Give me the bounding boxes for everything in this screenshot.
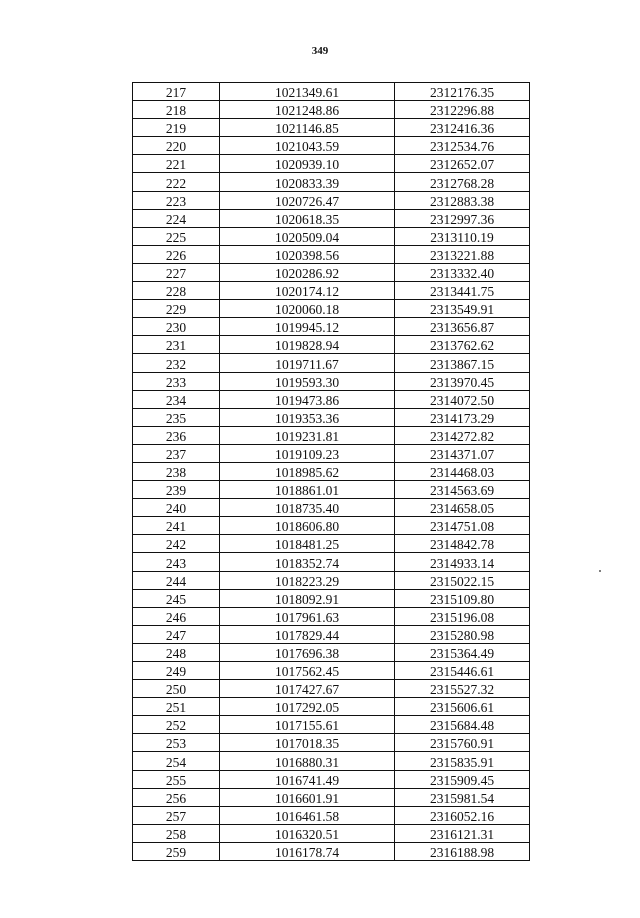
point-number-cell: 223	[133, 191, 220, 209]
point-number-cell: 255	[133, 770, 220, 788]
x-coordinate-cell: 1020509.04	[220, 227, 395, 245]
y-coordinate-cell: 2312176.35	[395, 83, 530, 101]
x-coordinate-cell: 1016461.58	[220, 806, 395, 824]
x-coordinate-cell: 1020939.10	[220, 155, 395, 173]
x-coordinate-cell: 1019593.30	[220, 372, 395, 390]
point-number-cell: 249	[133, 662, 220, 680]
x-coordinate-cell: 1021349.61	[220, 83, 395, 101]
table-row	[133, 698, 530, 716]
y-coordinate-cell: 2313762.62	[395, 336, 530, 354]
point-number-cell: 239	[133, 481, 220, 499]
point-number-cell: 242	[133, 535, 220, 553]
x-coordinate-cell: 1020726.47	[220, 191, 395, 209]
point-number-cell: 233	[133, 372, 220, 390]
table-row	[133, 716, 530, 734]
y-coordinate-cell: 2314842.78	[395, 535, 530, 553]
x-coordinate-cell: 1021248.86	[220, 101, 395, 119]
point-number-cell: 226	[133, 245, 220, 263]
table-row	[133, 824, 530, 842]
table-row	[133, 119, 530, 137]
table-row	[133, 643, 530, 661]
point-number-cell: 259	[133, 842, 220, 860]
y-coordinate-cell: 2314563.69	[395, 481, 530, 499]
y-coordinate-cell: 2314371.07	[395, 444, 530, 462]
point-number-cell: 243	[133, 553, 220, 571]
table-row	[133, 372, 530, 390]
point-number-cell: 228	[133, 282, 220, 300]
point-number-cell: 236	[133, 426, 220, 444]
x-coordinate-cell: 1017427.67	[220, 680, 395, 698]
point-number-cell: 225	[133, 227, 220, 245]
point-number-cell: 219	[133, 119, 220, 137]
table-row	[133, 318, 530, 336]
table-row	[133, 282, 530, 300]
y-coordinate-cell: 2315760.91	[395, 734, 530, 752]
y-coordinate-cell: 2315280.98	[395, 625, 530, 643]
point-number-cell: 248	[133, 643, 220, 661]
x-coordinate-cell: 1017562.45	[220, 662, 395, 680]
x-coordinate-cell: 1016741.49	[220, 770, 395, 788]
point-number-cell: 237	[133, 444, 220, 462]
table-row	[133, 173, 530, 191]
x-coordinate-cell: 1020398.56	[220, 245, 395, 263]
x-coordinate-cell: 1019473.86	[220, 390, 395, 408]
y-coordinate-cell: 2315022.15	[395, 571, 530, 589]
x-coordinate-cell: 1018606.80	[220, 517, 395, 535]
point-number-cell: 241	[133, 517, 220, 535]
table-row	[133, 390, 530, 408]
y-coordinate-cell: 2314751.08	[395, 517, 530, 535]
table-row	[133, 589, 530, 607]
table-row	[133, 607, 530, 625]
point-number-cell: 232	[133, 354, 220, 372]
y-coordinate-cell: 2315684.48	[395, 716, 530, 734]
x-coordinate-cell: 1021043.59	[220, 137, 395, 155]
x-coordinate-cell: 1017292.05	[220, 698, 395, 716]
x-coordinate-cell: 1016320.51	[220, 824, 395, 842]
point-number-cell: 250	[133, 680, 220, 698]
table-row	[133, 101, 530, 119]
x-coordinate-cell: 1019231.81	[220, 426, 395, 444]
table-row	[133, 680, 530, 698]
point-number-cell: 258	[133, 824, 220, 842]
y-coordinate-cell: 2313549.91	[395, 300, 530, 318]
x-coordinate-cell: 1017155.61	[220, 716, 395, 734]
x-coordinate-cell: 1018092.91	[220, 589, 395, 607]
y-coordinate-cell: 2312883.38	[395, 191, 530, 209]
table-row	[133, 625, 530, 643]
y-coordinate-cell: 2314658.05	[395, 499, 530, 517]
table-row	[133, 209, 530, 227]
y-coordinate-cell: 2312296.88	[395, 101, 530, 119]
y-coordinate-cell: 2315109.80	[395, 589, 530, 607]
x-coordinate-cell: 1019828.94	[220, 336, 395, 354]
x-coordinate-cell: 1019109.23	[220, 444, 395, 462]
y-coordinate-cell: 2312534.76	[395, 137, 530, 155]
y-coordinate-cell: 2314272.82	[395, 426, 530, 444]
point-number-cell: 224	[133, 209, 220, 227]
point-number-cell: 221	[133, 155, 220, 173]
x-coordinate-cell: 1020060.18	[220, 300, 395, 318]
y-coordinate-cell: 2314173.29	[395, 408, 530, 426]
x-coordinate-cell: 1018861.01	[220, 481, 395, 499]
table-row	[133, 444, 530, 462]
x-coordinate-cell: 1017696.38	[220, 643, 395, 661]
y-coordinate-cell: 2315364.49	[395, 643, 530, 661]
x-coordinate-cell: 1020833.39	[220, 173, 395, 191]
point-number-cell: 231	[133, 336, 220, 354]
table-row	[133, 806, 530, 824]
y-coordinate-cell: 2315527.32	[395, 680, 530, 698]
point-number-cell: 256	[133, 788, 220, 806]
x-coordinate-cell: 1017829.44	[220, 625, 395, 643]
table-row	[133, 408, 530, 426]
point-number-cell: 252	[133, 716, 220, 734]
point-number-cell: 245	[133, 589, 220, 607]
x-coordinate-cell: 1018352.74	[220, 553, 395, 571]
table-row	[133, 499, 530, 517]
y-coordinate-cell: 2316121.31	[395, 824, 530, 842]
coordinate-table-body	[133, 83, 530, 861]
x-coordinate-cell: 1019353.36	[220, 408, 395, 426]
x-coordinate-cell: 1021146.85	[220, 119, 395, 137]
page-number: 349	[311, 45, 329, 57]
table-row	[133, 300, 530, 318]
table-row	[133, 336, 530, 354]
x-coordinate-cell: 1020174.12	[220, 282, 395, 300]
y-coordinate-cell: 2315446.61	[395, 662, 530, 680]
table-row	[133, 553, 530, 571]
table-row	[133, 245, 530, 263]
point-number-cell: 229	[133, 300, 220, 318]
x-coordinate-cell: 1016880.31	[220, 752, 395, 770]
point-number-cell: 238	[133, 462, 220, 480]
table-row	[133, 155, 530, 173]
table-row	[133, 770, 530, 788]
point-number-cell: 235	[133, 408, 220, 426]
table-row	[133, 462, 530, 480]
y-coordinate-cell: 2316188.98	[395, 842, 530, 860]
table-row	[133, 263, 530, 281]
point-number-cell: 220	[133, 137, 220, 155]
y-coordinate-cell: 2315196.08	[395, 607, 530, 625]
x-coordinate-cell: 1018985.62	[220, 462, 395, 480]
y-coordinate-cell: 2312768.28	[395, 173, 530, 191]
y-coordinate-cell: 2313970.45	[395, 372, 530, 390]
point-number-cell: 227	[133, 263, 220, 281]
y-coordinate-cell: 2314072.50	[395, 390, 530, 408]
point-number-cell: 240	[133, 499, 220, 517]
x-coordinate-cell: 1018223.29	[220, 571, 395, 589]
y-coordinate-cell: 2315981.54	[395, 788, 530, 806]
scan-speck	[599, 570, 601, 572]
coordinate-table	[132, 82, 530, 861]
y-coordinate-cell: 2313110.19	[395, 227, 530, 245]
point-number-cell: 234	[133, 390, 220, 408]
point-number-cell: 244	[133, 571, 220, 589]
table-row	[133, 571, 530, 589]
y-coordinate-cell: 2315909.45	[395, 770, 530, 788]
table-row	[133, 752, 530, 770]
point-number-cell: 246	[133, 607, 220, 625]
table-row	[133, 83, 530, 101]
x-coordinate-cell: 1020286.92	[220, 263, 395, 281]
y-coordinate-cell: 2313867.15	[395, 354, 530, 372]
table-row	[133, 842, 530, 860]
point-number-cell: 222	[133, 173, 220, 191]
table-row	[133, 227, 530, 245]
point-number-cell: 257	[133, 806, 220, 824]
point-number-cell: 217	[133, 83, 220, 101]
y-coordinate-cell: 2313656.87	[395, 318, 530, 336]
y-coordinate-cell: 2315606.61	[395, 698, 530, 716]
point-number-cell: 230	[133, 318, 220, 336]
x-coordinate-cell: 1017018.35	[220, 734, 395, 752]
point-number-cell: 251	[133, 698, 220, 716]
x-coordinate-cell: 1016178.74	[220, 842, 395, 860]
table-row	[133, 191, 530, 209]
table-row	[133, 734, 530, 752]
x-coordinate-cell: 1019945.12	[220, 318, 395, 336]
point-number-cell: 253	[133, 734, 220, 752]
table-row	[133, 662, 530, 680]
point-number-cell: 254	[133, 752, 220, 770]
table-row	[133, 137, 530, 155]
table-row	[133, 517, 530, 535]
table-row	[133, 354, 530, 372]
point-number-cell: 218	[133, 101, 220, 119]
point-number-cell: 247	[133, 625, 220, 643]
x-coordinate-cell: 1016601.91	[220, 788, 395, 806]
y-coordinate-cell: 2312652.07	[395, 155, 530, 173]
x-coordinate-cell: 1020618.35	[220, 209, 395, 227]
y-coordinate-cell: 2312997.36	[395, 209, 530, 227]
y-coordinate-cell: 2315835.91	[395, 752, 530, 770]
x-coordinate-cell: 1018735.40	[220, 499, 395, 517]
table-row	[133, 481, 530, 499]
y-coordinate-cell: 2313441.75	[395, 282, 530, 300]
x-coordinate-cell: 1018481.25	[220, 535, 395, 553]
x-coordinate-cell: 1019711.67	[220, 354, 395, 372]
x-coordinate-cell: 1017961.63	[220, 607, 395, 625]
table-row	[133, 426, 530, 444]
y-coordinate-cell: 2314468.03	[395, 462, 530, 480]
y-coordinate-cell: 2313221.88	[395, 245, 530, 263]
table-row	[133, 788, 530, 806]
y-coordinate-cell: 2316052.16	[395, 806, 530, 824]
y-coordinate-cell: 2314933.14	[395, 553, 530, 571]
table-row	[133, 535, 530, 553]
y-coordinate-cell: 2313332.40	[395, 263, 530, 281]
y-coordinate-cell: 2312416.36	[395, 119, 530, 137]
